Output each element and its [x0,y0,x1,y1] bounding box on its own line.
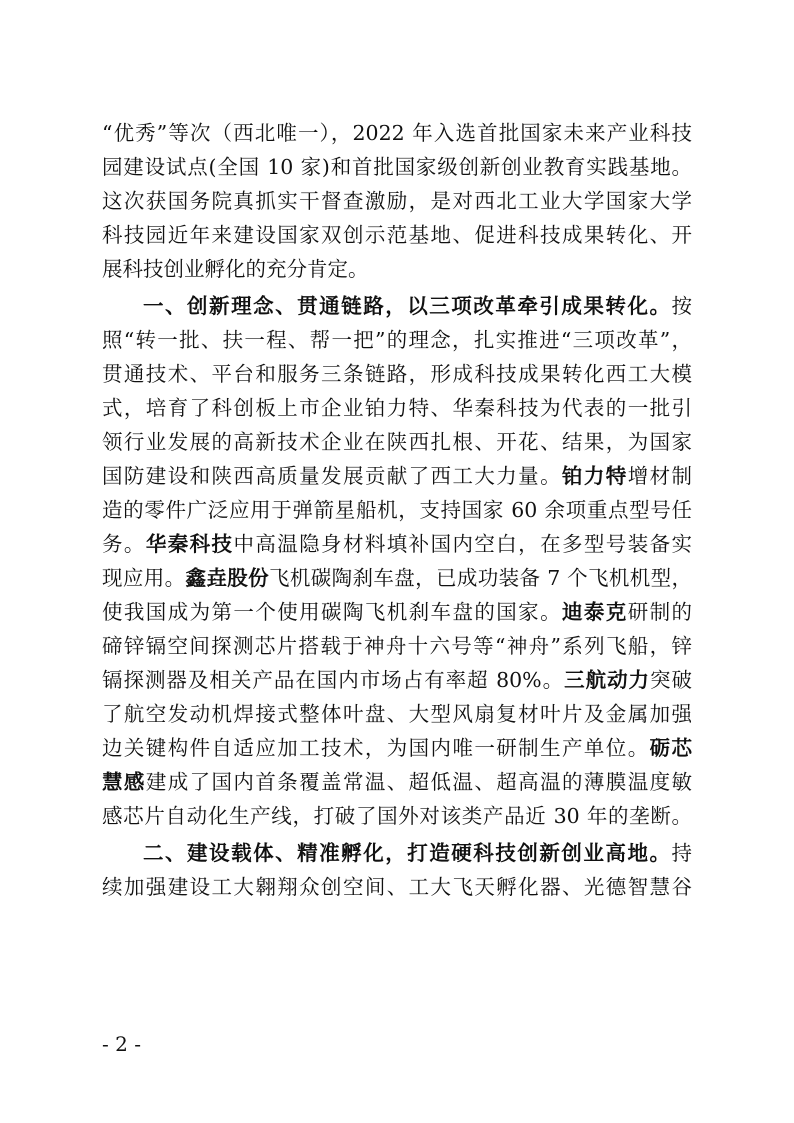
text-fragment: 增材制 [627,464,693,488]
company-name: 三航动力 [564,668,651,692]
company-name: 铂力特 [561,464,628,488]
section-heading-1: 一、创新理念、贯通链路，以三项改革牵引成果转化。 [143,294,672,318]
text-line [102,561,692,595]
text-line: 式，培育了科创板上市企业铂力特、华秦科技为代表的一批引 [102,396,692,420]
text-line [102,527,692,561]
paragraph-2 [102,289,692,833]
text-line: 园建设试点(全国 10 家)和首批国家级创新创业教育实践基地。 [102,155,692,179]
text-line [102,459,692,493]
company-name: 华秦科技 [145,532,234,556]
text-line [102,289,692,323]
company-name: 慧感 [102,770,146,794]
paragraph-3 [102,836,692,904]
text-line: 续加强建设工大翱翔众创空间、工大飞天孵化器、光德智慧谷 [102,875,692,899]
text-fragment: 使我国成为第一个使用碳陶飞机刹车盘的国家。 [102,600,562,624]
text-line: 感芯片自动化生产线，打破了国外对该类产品近 30 年的垄断。 [102,804,692,828]
text-fragment: 持 [671,841,692,865]
text-line [102,595,692,629]
text-line [102,663,692,697]
company-name: 鑫垚股份 [185,566,269,590]
text-line: 贯通技术、平台和服务三条链路，形成科技成果转化西工大模 [102,362,692,386]
text-line: 了航空发动机焊接式整体叶盘、大型风扇复材叶片及金属加强 [102,702,692,726]
text-line: 领行业发展的高新技术企业在陕西扎根、开花、结果，为国家 [102,430,692,454]
text-fragment: 按 [671,294,692,318]
text-fragment: 建成了国内首条覆盖常温、超低温、超高温的薄膜温度敏 [145,770,693,794]
text-line [102,836,692,870]
text-line: 造的零件广泛应用于弹箭星船机，支持国家 60 余项重点型号任 [102,498,692,522]
text-fragment: 突破 [650,668,693,692]
text-line [102,731,692,765]
page-number: - 2 - [102,1032,141,1056]
text-line: “优秀”等次（西北唯一），2022 年入选首批国家未来产业科技 [102,121,692,145]
text-line: 展科技创业孵化的充分肯定。 [102,257,369,281]
company-name: 砺芯 [649,736,693,760]
text-fragment: 飞机碳陶刹车盘，已成功装备 7 个飞机机型， [269,566,693,590]
text-line [102,765,692,799]
text-fragment: 务。 [102,532,146,556]
text-fragment: 中高温隐身材料填补国内空白，在多型号装备实 [233,532,693,556]
company-name: 迪泰克 [561,600,628,624]
text-line: 科技园近年来建设国家双创示范基地、促进科技成果转化、开 [102,223,692,247]
text-fragment: 边关键构件自适应加工技术，为国内唯一研制生产单位。 [102,736,650,760]
text-line: 照“转一批、扶一程、帮一把”的理念，扎实推进“三项改革”， [102,328,692,352]
section-heading-2: 二、建设载体、精准孵化，打造硬科技创新创业高地。 [143,841,672,865]
text-fragment: 研制的 [627,600,693,624]
text-fragment: 现应用。 [102,566,186,590]
text-line: 这次获国务院真抓实干督查激励，是对西北工业大学国家大学 [102,189,692,213]
text-fragment: 镉探测器及相关产品在国内市场占有率超 80%。 [102,668,565,692]
body-text [102,116,692,904]
text-line: 碲锌镉空间探测芯片搭载于神舟十六号等“神舟”系列飞船，锌 [102,634,692,658]
paragraph-1 [102,116,692,286]
text-fragment: 国防建设和陕西高质量发展贡献了西工大力量。 [102,464,562,488]
